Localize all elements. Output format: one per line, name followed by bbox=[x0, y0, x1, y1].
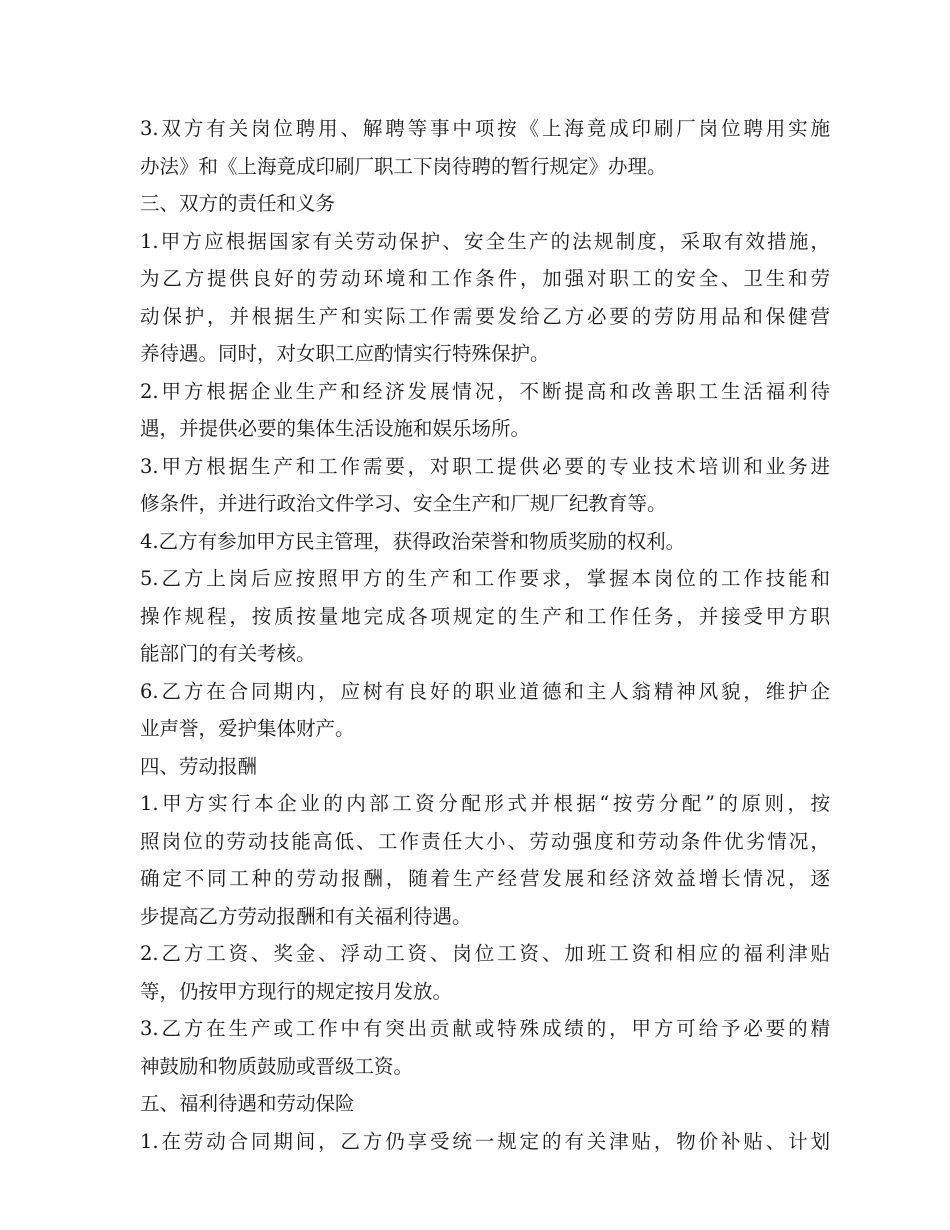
document-line: 3.甲方根据生产和工作需要，对职工提供必要的专业技术培训和业务进 bbox=[140, 454, 830, 478]
document-line: 为乙方提供良好的劳动环境和工作条件，加强对职工的安全、卫生和劳 bbox=[140, 267, 830, 290]
document-line: 照岗位的劳动技能高低、工作责任大小、劳动强度和劳动条件优劣情况， bbox=[140, 829, 830, 853]
document-line: 业声誉，爱护集体财产。 bbox=[140, 717, 355, 740]
document-line: 五、福利待遇和劳动保险 bbox=[140, 1092, 355, 1115]
document-line: 办法》和《上海竟成印刷厂职工下岗待聘的暂行规定》办理。 bbox=[140, 154, 667, 178]
document-line: 1.甲方实行本企业的内部工资分配形式并根据“按劳分配”的原则，按 bbox=[140, 792, 830, 815]
document-line: 养待遇。同时，对女职工应酌情实行特殊保护。 bbox=[140, 342, 550, 365]
document-line: 3.乙方在生产或工作中有突出贡献或特殊成绩的，甲方可给予必要的精 bbox=[140, 1017, 830, 1040]
document-body bbox=[140, 110, 830, 1160]
document-line: 3.双方有关岗位聘用、解聘等事中项按《上海竟成印刷厂岗位聘用实施 bbox=[140, 117, 830, 140]
document-line: 修条件，并进行政治文件学习、安全生产和厂规厂纪教育等。 bbox=[140, 492, 667, 515]
document-line: 1.在劳动合同期间，乙方仍享受统一规定的有关津贴，物价补贴、计划 bbox=[140, 1129, 830, 1153]
document-line: 步提高乙方劳动报酬和有关福利待遇。 bbox=[140, 904, 472, 928]
document-line: 能部门的有关考核。 bbox=[140, 642, 316, 665]
document-line: 操作规程，按质按量地完成各项规定的生产和工作任务，并接受甲方职 bbox=[140, 604, 830, 628]
document-line: 4.乙方有参加甲方民主管理，获得政治荣誉和物质奖励的权利。 bbox=[140, 529, 686, 553]
document-line: 5.乙方上岗后应按照甲方的生产和工作要求，掌握本岗位的工作技能和 bbox=[140, 567, 830, 590]
document-line: 6.乙方在合同期内，应树有良好的职业道德和主人翁精神风貌，维护企 bbox=[140, 679, 830, 703]
document-line: 确定不同工种的劳动报酬，随着生产经营发展和经济效益增长情况，逐 bbox=[140, 867, 830, 890]
document-line: 遇，并提供必要的集体生活设施和娱乐场所。 bbox=[140, 417, 531, 440]
document-line: 2.乙方工资、奖金、浮动工资、岗位工资、加班工资和相应的福利津贴 bbox=[140, 942, 830, 965]
document-line: 三、双方的责任和义务 bbox=[140, 192, 336, 215]
document-line: 四、劳动报酬 bbox=[140, 754, 258, 778]
document-line: 等，仍按甲方现行的规定按月发放。 bbox=[140, 979, 453, 1003]
document-line: 2.甲方根据企业生产和经济发展情况，不断提高和改善职工生活福利待 bbox=[140, 379, 830, 403]
document-line: 1.甲方应根据国家有关劳动保护、安全生产的法规制度，采取有效措施， bbox=[140, 229, 830, 253]
document-line: 动保护，并根据生产和实际工作需要发给乙方必要的劳防用品和保健营 bbox=[140, 304, 830, 328]
document-line: 神鼓励和物质鼓励或晋级工资。 bbox=[140, 1054, 414, 1078]
